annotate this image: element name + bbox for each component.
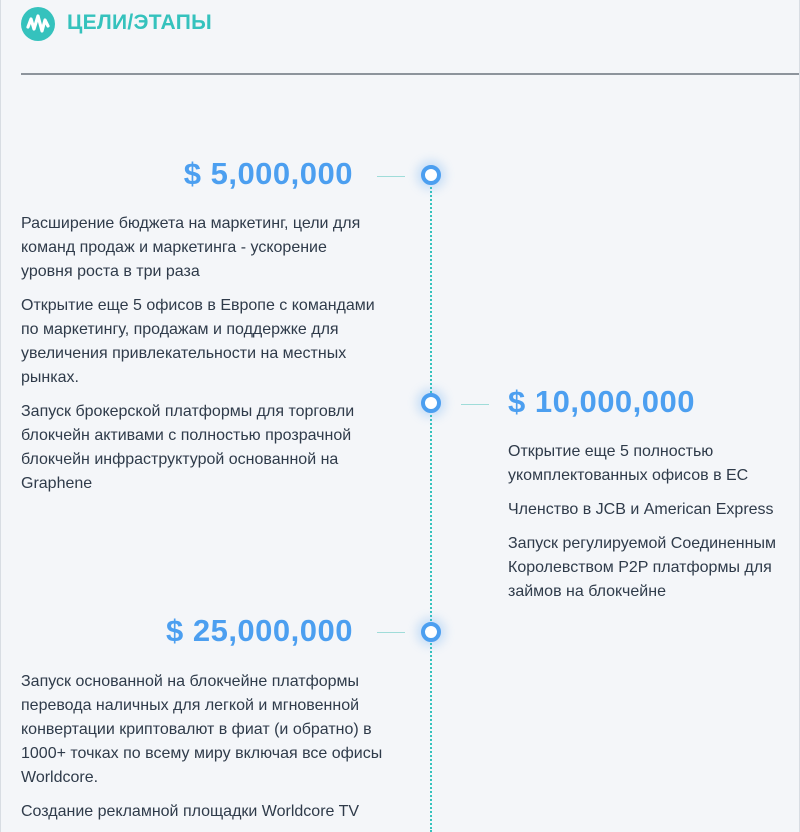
milestone-2-description [508,440,798,614]
milestone-2-node [421,393,441,413]
header-divider [21,73,800,75]
page-header [1,0,800,74]
milestone-1-description [21,212,381,506]
milestone-1-connector [377,176,405,177]
milestone-3-item: Создание рекламной площадки Worldcore TV [21,803,360,820]
milestone-2-item: Запуск регулируемой Соединенным Королевством P2P платформы для займов на блокчейне [508,535,776,600]
milestone-1-amount: $ 5,000,000 [183,156,353,191]
milestone-3-amount: $ 25,000,000 [165,613,353,648]
milestone-2-item: Открытие еще 5 полностью укомплектованных офисов в ЕС [508,443,749,484]
milestone-1-item: Открытие еще 5 офисов в Европе с командами по маркетингу, продажам и поддержке для увеличения привлекательности на местных рынках. [21,297,375,386]
page-title: ЦЕЛИ/ЭТАПЫ [67,11,212,34]
milestone-1-item: Запуск брокерской платформы для торговли блокчейн активами с полностью прозрачной блокчейн инфраструктурой основанной на Graphene [21,403,355,492]
timeline-line [430,176,432,832]
milestone-3-connector [377,632,405,633]
wave-logo-icon [21,7,55,41]
milestone-3-item: Запуск основанной на блокчейне платформы перевода наличных для легкой и мгновенной конвертации криптовалют в фиат (и обратно) в 1000+ точках по всему миру включая все офисы Worldcore. [21,673,383,786]
milestone-1-item: Расширение бюджета на маркетинг, цели для команд продаж и маркетинга - ускорение уровня роста в три раза [21,215,361,280]
milestone-1-node [421,165,441,185]
milestone-2-item: Членство в JCB и American Express [508,501,774,518]
milestone-2-amount: $ 10,000,000 [508,384,696,419]
milestone-3-node [421,622,441,642]
milestone-3-description [21,670,391,832]
milestone-2-connector [461,404,489,405]
